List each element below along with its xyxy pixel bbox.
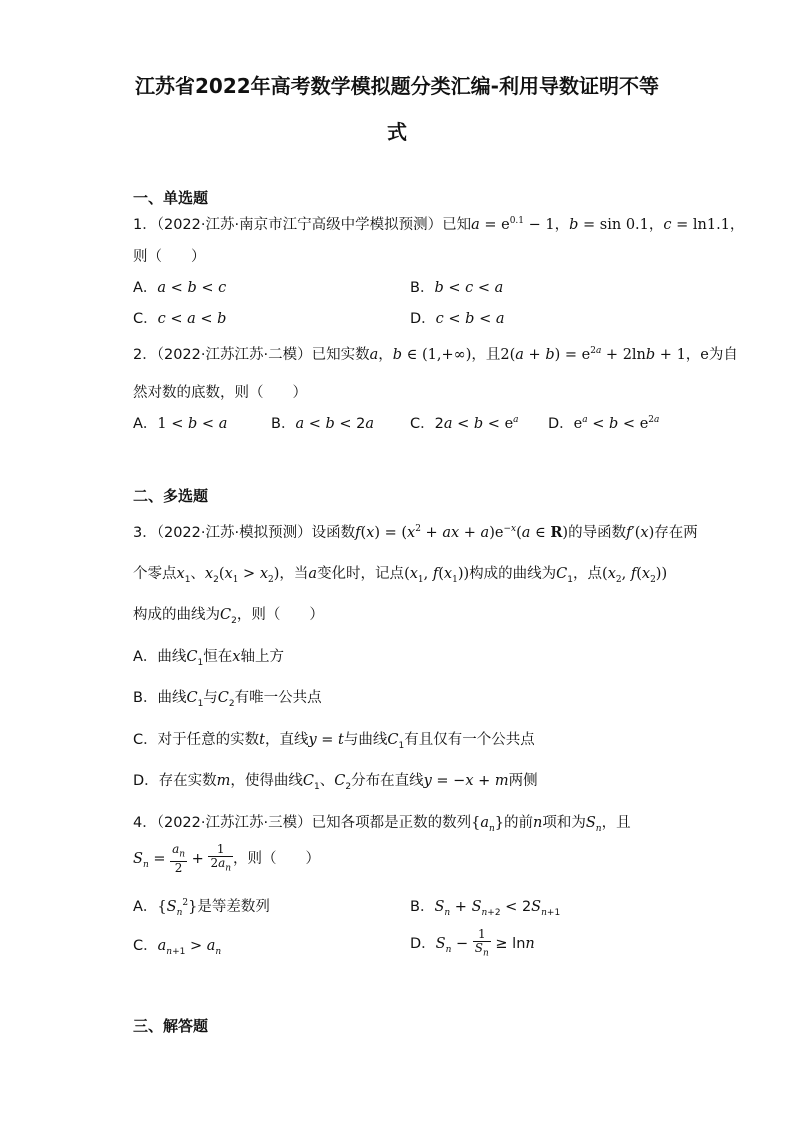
question-3: 3．（2022·江苏·模拟预测）设函数$f(x) = (x^2$ + ax + $a)e^{-x}(a$ ∈ R)的导函数f′(x)存在两 (133, 524, 698, 541)
page-title-cont: 式 (387, 120, 407, 144)
q2-option-d: D．$e^a < b < e^{2a}$ (548, 415, 660, 432)
q1-option-a: A．a < b < c (133, 280, 227, 296)
q3-option-c: C．对于任意的实数t，直线y = t与曲线$C_1$有且仅有一个公共点 (133, 732, 535, 751)
section-answer: 三、解答题 (133, 1017, 209, 1035)
q4-option-d: D．$S_n$ − $\frac{1}{S_n}$ ≥ lnn (410, 927, 535, 959)
question-2: 2．（2022·江苏江苏·二模）已知实数a，b ∈ (1,+∞)，且$2(a + b) = e^{2a} + 2\ln b + 1$，e为自 (133, 346, 738, 363)
q1-a-def: a (471, 217, 480, 233)
q3-option-b: B．曲线$C_1$与$C_2$有唯一公共点 (133, 690, 322, 709)
q1-option-d: D．c < b < a (410, 311, 505, 327)
question-4: 4．（2022·江苏江苏·三模）已知各项都是正数的数列$\{a_n\}$的前n项和为$S_n$，且 (133, 815, 631, 834)
q1-option-c: C．c < a < b (133, 311, 227, 327)
q3-option-d: D．存在实数m，使得曲线$C_1$、$C_2$分布在直线y = −x + m两侧 (133, 773, 538, 792)
q2-option-a: A．1 < b < a (133, 416, 228, 432)
q2-option-c: C．$2a < b < e^a$ (410, 415, 519, 432)
q3-option-a: A．曲线$C_1$恒在x轴上方 (133, 649, 284, 668)
question-1: 1．（2022·江苏·南京市江宁高级中学模拟预测）已知$a = e^{0.1} - 1$，b = sin 0.1，c = ln1.1， (133, 216, 745, 233)
q4-option-c: C．$a_{n+1} > a_n$ (133, 938, 222, 957)
q4-option-b: B．$S_n + S_{n+2} < 2S_{n+1}$ (410, 899, 561, 918)
q2-cont: 然对数的底数，则（ ） (133, 385, 307, 401)
q3-line3: 构成的曲线为$C_2$，则（ ） (133, 607, 324, 626)
q3-line2: 个零点$x_1$、$x_2(x_1 > x_2)$，当a变化时，记点($x_1$, $f(x_1)$)构成的曲线为$C_1$，点($x_2$, $f(x_2)$) (133, 566, 668, 585)
page-title: 江苏省2022年高考数学模拟题分类汇编-利用导数证明不等 (135, 74, 659, 98)
q2-option-b: B．a < b < 2a (271, 416, 375, 432)
section-multi-choice: 二、多选题 (133, 487, 209, 505)
q1-prefix: 1．（2022·江苏·南京市江宁高级中学模拟预测）已知 (133, 217, 472, 233)
section-single-choice: 一、单选题 (133, 189, 209, 207)
q1-cont: 则（ ） (133, 249, 206, 265)
q1-option-b: B．b < c < a (410, 280, 504, 296)
q4-option-a: A．$\{S_n^2\}$是等差数列 (133, 898, 270, 918)
q4-formula: $S_n$ = $\frac{a_n}{2}$ + $\frac{1}{2a_n}$ ，则（ ） (133, 842, 321, 876)
